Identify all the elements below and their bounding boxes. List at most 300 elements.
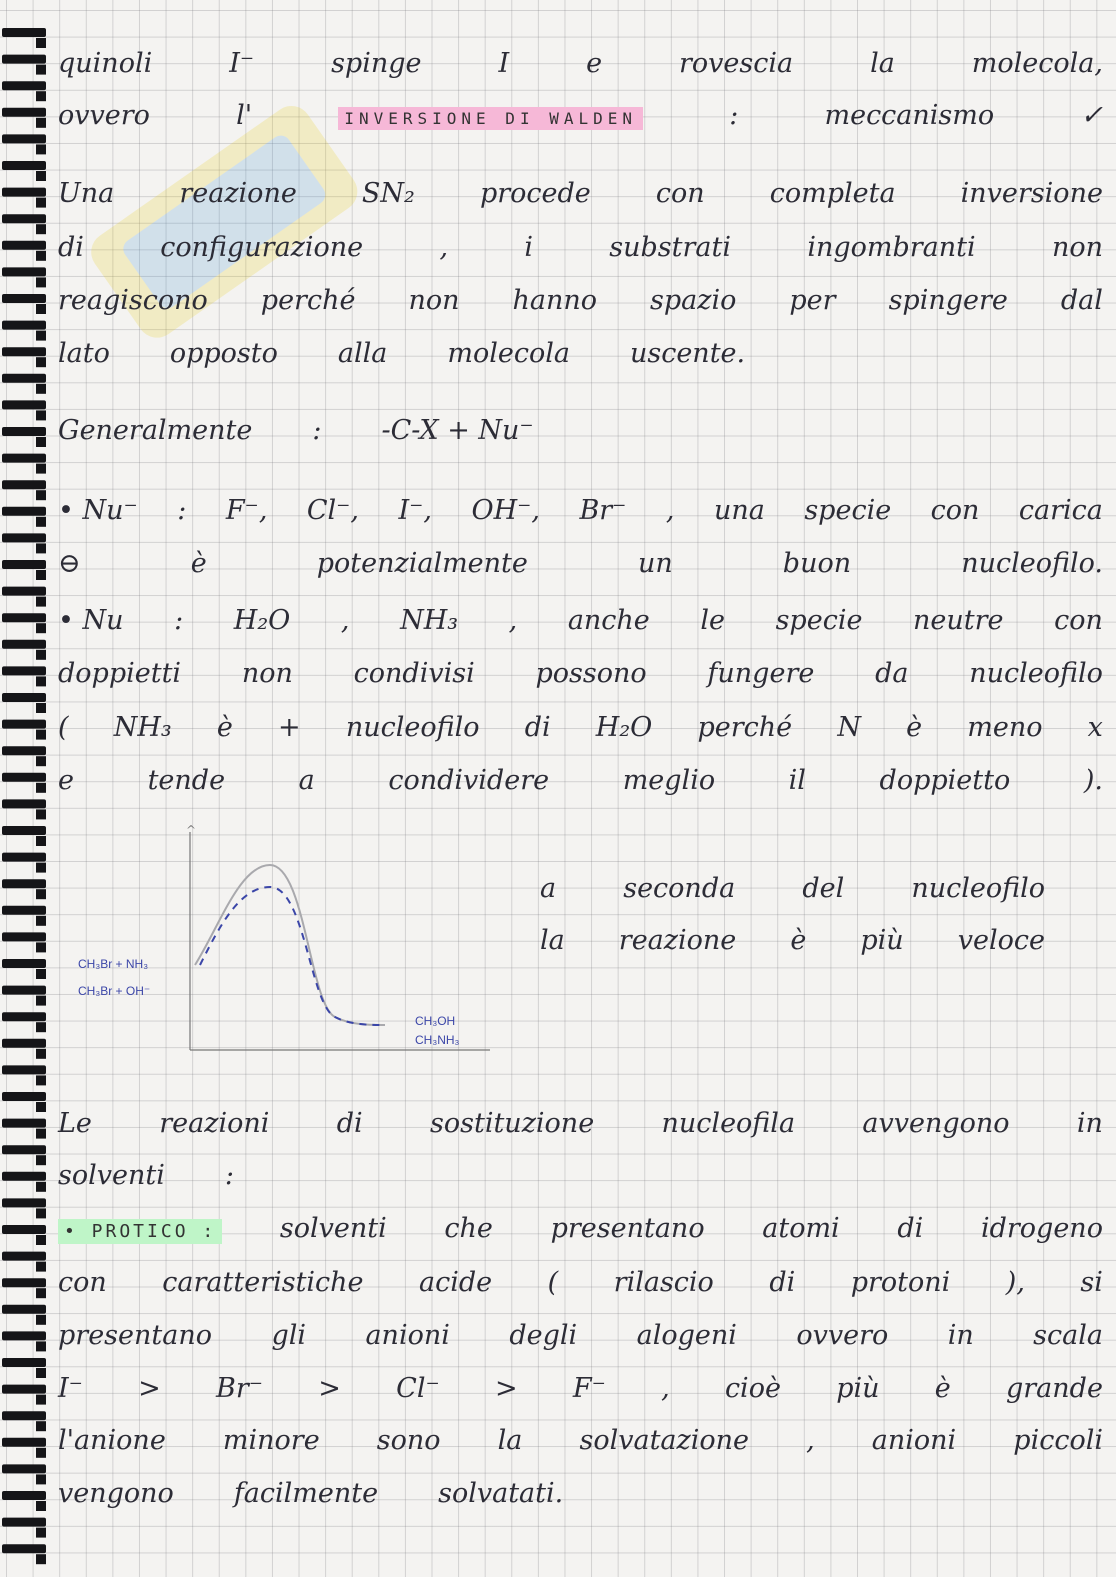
spiral-ring (2, 1491, 46, 1500)
spiral-hole (36, 1474, 46, 1484)
word: NH₃ (400, 605, 459, 636)
word: , (665, 495, 675, 526)
spiral-ring (2, 161, 46, 170)
word: ovvero (796, 1320, 889, 1351)
word: alogeni (636, 1320, 737, 1351)
word: a (298, 765, 315, 796)
spiral-hole (36, 650, 46, 660)
reactant-label-2: CH₃Br + OH⁻ (78, 984, 151, 998)
spiral-hole (36, 863, 46, 873)
spiral-hole (36, 969, 46, 979)
spiral-ring (2, 1225, 46, 1234)
word: H₂O (595, 712, 653, 743)
energy-profile-chart (70, 820, 510, 1070)
spiral-hole (36, 224, 46, 234)
spiral-ring (2, 799, 46, 808)
y-axis-arrow: ^ (186, 823, 197, 837)
word: gli (271, 1320, 306, 1351)
word: alla (337, 338, 388, 369)
spiral-ring (2, 1464, 46, 1473)
spiral-hole (36, 304, 46, 314)
word: + (278, 712, 301, 743)
text-line (58, 712, 1103, 752)
word: > (318, 1373, 341, 1404)
word: Cl⁻ (396, 1373, 440, 1404)
word: potenzialmente (316, 548, 528, 579)
spiral-hole (36, 1022, 46, 1032)
spiral-ring (2, 374, 46, 383)
word: Br⁻ (579, 495, 627, 526)
text-line (58, 100, 1103, 140)
spiral-ring (2, 1092, 46, 1101)
word: degli (509, 1320, 578, 1351)
spiral-hole (36, 1262, 46, 1272)
spiral-ring (2, 427, 46, 436)
word: : (224, 1160, 234, 1191)
word: ), (1005, 1267, 1025, 1298)
spiral-ring (2, 347, 46, 356)
spiral-hole (36, 1501, 46, 1511)
spiral-ring (2, 1358, 46, 1367)
word: condivisi (353, 658, 475, 689)
spiral-hole (36, 916, 46, 926)
spiral-hole (36, 1208, 46, 1218)
chart-note-line (540, 873, 1045, 913)
word: sostituzione (430, 1108, 595, 1139)
text-line (58, 178, 1103, 218)
word: reazione (618, 925, 737, 956)
spiral-ring (2, 1172, 46, 1181)
product-label-1: CH₃OH (415, 1014, 456, 1028)
spiral-ring (2, 214, 46, 223)
spiral-hole (36, 517, 46, 527)
word: INVERSIONE DI WALDEN (338, 107, 643, 130)
spiral-hole (36, 676, 46, 686)
word: ingombranti (807, 232, 976, 263)
spiral-ring (2, 1544, 46, 1553)
spiral-ring (2, 1305, 46, 1314)
spiral-ring (2, 134, 46, 143)
word: anioni (365, 1320, 450, 1351)
word: I⁻, (398, 495, 432, 526)
spiral-hole (36, 357, 46, 367)
word: non (408, 285, 460, 316)
spiral-ring (2, 294, 46, 303)
word: OH⁻, (471, 495, 540, 526)
spiral-hole (36, 1554, 46, 1564)
word: molecola (447, 338, 570, 369)
spiral-ring (2, 1119, 46, 1128)
word: rilascio (613, 1267, 714, 1298)
spiral-hole (36, 277, 46, 287)
spiral-ring (2, 853, 46, 862)
word: la (870, 48, 895, 79)
word: con (58, 1267, 107, 1298)
spiral-ring (2, 959, 46, 968)
spiral-hole (36, 1155, 46, 1165)
spiral-hole (36, 38, 46, 48)
text-line (58, 1373, 1103, 1413)
spiral-ring (2, 188, 46, 197)
word: meno (967, 712, 1043, 743)
spiral-ring (2, 241, 46, 250)
word: ⊖ (58, 548, 81, 579)
spiral-hole (36, 1315, 46, 1325)
spiral-hole (36, 251, 46, 261)
word: un (637, 548, 673, 579)
word: con (930, 495, 980, 526)
spiral-ring (2, 666, 46, 675)
spiral-hole (36, 410, 46, 420)
word: possono (535, 658, 647, 689)
spiral-hole (36, 597, 46, 607)
spiral-ring (2, 400, 46, 409)
word: acide (419, 1267, 493, 1298)
word: grande (1005, 1373, 1103, 1404)
spiral-hole (36, 384, 46, 394)
word: Br⁻ (216, 1373, 264, 1404)
spiral-ring (2, 1278, 46, 1287)
spiral-hole (36, 437, 46, 447)
spiral-hole (36, 730, 46, 740)
word: che (444, 1213, 493, 1244)
word: non (1051, 232, 1103, 263)
spiral-hole (36, 1182, 46, 1192)
spiral-ring (2, 613, 46, 622)
word: l'anione (58, 1425, 166, 1456)
text-line (58, 1425, 1103, 1465)
word: , (661, 1373, 670, 1404)
word: F⁻ (572, 1373, 606, 1404)
word: specie (804, 495, 892, 526)
word: nucleofila (661, 1108, 796, 1139)
spiral-ring (2, 986, 46, 995)
word: opposto (169, 338, 278, 369)
word: cioè (724, 1373, 781, 1404)
spiral-ring (2, 1385, 46, 1394)
spiral-ring (2, 560, 46, 569)
word: nucleofilo (911, 873, 1045, 904)
spiral-ring (2, 1252, 46, 1261)
word: vengono (58, 1478, 174, 1509)
word: Le (58, 1108, 92, 1139)
word: solvatati. (438, 1478, 564, 1509)
word: di (336, 1108, 363, 1139)
word: completa (769, 178, 896, 209)
spiral-hole (36, 1421, 46, 1431)
text-line (58, 765, 1103, 805)
word: • Nu (58, 605, 124, 636)
spiral-hole (36, 1448, 46, 1458)
product-label-2: CH₃NH₃ (415, 1033, 460, 1047)
reactant-label-1: CH₃Br + NH₃ (78, 957, 149, 971)
word: più (836, 1373, 880, 1404)
word: è (906, 712, 923, 743)
word: una (713, 495, 765, 526)
word: l' (236, 100, 253, 131)
series-solid-curve (195, 865, 385, 1025)
word: Una (58, 178, 115, 209)
spiral-ring (2, 826, 46, 835)
word: tende (147, 765, 226, 796)
word: il (788, 765, 806, 796)
word: anioni (871, 1425, 957, 1456)
word: doppietti (58, 658, 182, 689)
spiral-ring (2, 28, 46, 37)
word: Cl⁻, (306, 495, 360, 526)
spiral-ring (2, 587, 46, 596)
spiral-ring (2, 1039, 46, 1048)
word: le (700, 605, 725, 636)
word: dal (1060, 285, 1103, 316)
spiral-ring (2, 108, 46, 117)
word: F⁻, (225, 495, 268, 526)
word: carica (1018, 495, 1103, 526)
spiral-ring (2, 1438, 46, 1447)
spiral-ring (2, 55, 46, 64)
spiral-hole (36, 996, 46, 1006)
spiral-hole (36, 464, 46, 474)
word: del (802, 873, 845, 904)
word: uscente. (629, 338, 746, 369)
text-line (58, 48, 1103, 88)
spiral-hole (36, 171, 46, 181)
word: reazione (179, 178, 297, 209)
spiral-ring (2, 1518, 46, 1527)
word: spazio (650, 285, 737, 316)
word: fungere (707, 658, 815, 689)
chart-note-line (540, 925, 1045, 965)
word: doppietto (879, 765, 1011, 796)
word: in (947, 1320, 974, 1351)
word: , (439, 232, 449, 263)
word: • Nu⁻ (58, 495, 138, 526)
word: NH₃ (113, 712, 172, 743)
spiral-ring (2, 267, 46, 276)
word: è (216, 712, 233, 743)
word: avvengono (862, 1108, 1010, 1139)
word: anche (567, 605, 650, 636)
word: facilmente (233, 1478, 379, 1509)
word: di (769, 1267, 796, 1298)
spiral-hole (36, 1528, 46, 1538)
spiral-ring (2, 746, 46, 755)
word: di (524, 712, 551, 743)
word: H₂O (233, 605, 291, 636)
spiral-ring (2, 1198, 46, 1207)
text-line (58, 1160, 1103, 1200)
spiral-hole (36, 889, 46, 899)
spiral-hole (36, 1368, 46, 1378)
spiral-binding (0, 0, 52, 1577)
word: configurazione (160, 232, 364, 263)
spiral-ring (2, 932, 46, 941)
text-line (58, 338, 1103, 378)
word: con (1054, 605, 1103, 636)
word: specie (775, 605, 863, 636)
spiral-ring (2, 81, 46, 90)
spiral-hole (36, 1395, 46, 1405)
word: molecola, (971, 48, 1103, 79)
word: sono (376, 1425, 441, 1456)
word: x (1087, 712, 1103, 743)
spiral-hole (36, 490, 46, 500)
word: : (174, 605, 184, 636)
word: lato (58, 338, 110, 369)
spiral-hole (36, 65, 46, 75)
spiral-ring (2, 1012, 46, 1021)
word: spinge (331, 48, 422, 79)
spiral-ring (2, 1331, 46, 1340)
word: si (1080, 1267, 1103, 1298)
word: ). (1083, 765, 1103, 796)
word: I⁻ (58, 1373, 83, 1404)
word: caratteristiche (162, 1267, 364, 1298)
text-line (58, 1213, 1103, 1253)
word: per (789, 285, 836, 316)
spiral-ring (2, 773, 46, 782)
word: , (340, 605, 350, 636)
spiral-hole (36, 1075, 46, 1085)
spiral-hole (36, 1129, 46, 1139)
word: scala (1033, 1320, 1103, 1351)
word: non (241, 658, 293, 689)
word: > (138, 1373, 161, 1404)
spiral-hole (36, 783, 46, 793)
word: perché (260, 285, 356, 316)
text-line (58, 548, 1103, 588)
word: è (190, 548, 207, 579)
word: solventi (58, 1160, 165, 1191)
spiral-ring (2, 454, 46, 463)
text-line (58, 415, 1103, 455)
text-line (58, 285, 1103, 325)
spiral-hole (36, 623, 46, 633)
spiral-ring (2, 906, 46, 915)
word: meccanismo (824, 100, 995, 131)
spiral-hole (36, 144, 46, 154)
word: spingere (888, 285, 1008, 316)
word: solvatazione (579, 1425, 749, 1456)
spiral-hole (36, 1288, 46, 1298)
word: • PROTICO : (58, 1219, 222, 1244)
text-line (58, 1478, 1103, 1518)
word: : (177, 495, 187, 526)
word: presentano (550, 1213, 705, 1244)
word: solventi (279, 1213, 387, 1244)
spiral-hole (36, 1235, 46, 1245)
word: ( (58, 712, 69, 743)
word: minore (222, 1425, 320, 1456)
text-line (58, 1267, 1103, 1307)
spiral-hole (36, 836, 46, 846)
spiral-hole (36, 118, 46, 128)
spiral-hole (36, 809, 46, 819)
series-dashed-curve (200, 887, 385, 1025)
word: quinoli (58, 48, 153, 79)
word: a (540, 873, 557, 904)
word: seconda (623, 873, 736, 904)
word: atomi (762, 1213, 840, 1244)
word: inversione (960, 178, 1103, 209)
word: idrogeno (980, 1213, 1103, 1244)
spiral-hole (36, 1102, 46, 1112)
spiral-ring (2, 879, 46, 888)
word: di (897, 1213, 924, 1244)
spiral-hole (36, 756, 46, 766)
spiral-ring (2, 1065, 46, 1074)
word: -C-X + Nu⁻ (381, 415, 534, 446)
word: protoni (850, 1267, 951, 1298)
word: è (790, 925, 807, 956)
word: : (729, 100, 739, 131)
word: substrati (609, 232, 732, 263)
word: perché (697, 712, 793, 743)
text-line (58, 495, 1103, 535)
word: > (494, 1373, 518, 1404)
spiral-ring (2, 321, 46, 330)
word: Generalmente (58, 415, 253, 446)
spiral-hole (36, 570, 46, 580)
spiral-hole (36, 942, 46, 952)
text-line (58, 1320, 1103, 1360)
word: e (586, 48, 603, 79)
word: ✓ (1080, 100, 1103, 131)
spiral-hole (36, 703, 46, 713)
spiral-hole (36, 543, 46, 553)
spiral-hole (36, 1341, 46, 1351)
spiral-hole (36, 331, 46, 341)
word: con (655, 178, 705, 209)
word: buon (782, 548, 852, 579)
spiral-hole (36, 198, 46, 208)
word: meglio (622, 765, 716, 796)
word: neutre (913, 605, 1004, 636)
spiral-ring (2, 693, 46, 702)
word: I (498, 48, 510, 79)
text-line (58, 605, 1103, 645)
word: , (508, 605, 518, 636)
word: ( (547, 1267, 559, 1298)
word: nucleofilo (345, 712, 480, 743)
spiral-ring (2, 1411, 46, 1420)
word: SN₂ (361, 178, 415, 209)
word: i (524, 232, 533, 263)
notebook-page (58, 0, 1108, 1577)
spiral-hole (36, 91, 46, 101)
spiral-ring (2, 480, 46, 489)
word: veloce (957, 925, 1045, 956)
word: reagiscono (58, 285, 208, 316)
spiral-ring (2, 640, 46, 649)
word: di (58, 232, 84, 263)
word: N (837, 712, 861, 743)
word: la (497, 1425, 523, 1456)
spiral-ring (2, 720, 46, 729)
word: procede (479, 178, 591, 209)
word: rovescia (679, 48, 794, 79)
word: è (934, 1373, 951, 1404)
spiral-ring (2, 533, 46, 542)
word: condividere (388, 765, 550, 796)
text-line (58, 658, 1103, 698)
word: hanno (512, 285, 598, 316)
word: I⁻ (229, 48, 255, 79)
word: la (540, 925, 565, 956)
word: : (312, 415, 322, 446)
word: nucleofilo (969, 658, 1103, 689)
word: reazioni (159, 1108, 270, 1139)
